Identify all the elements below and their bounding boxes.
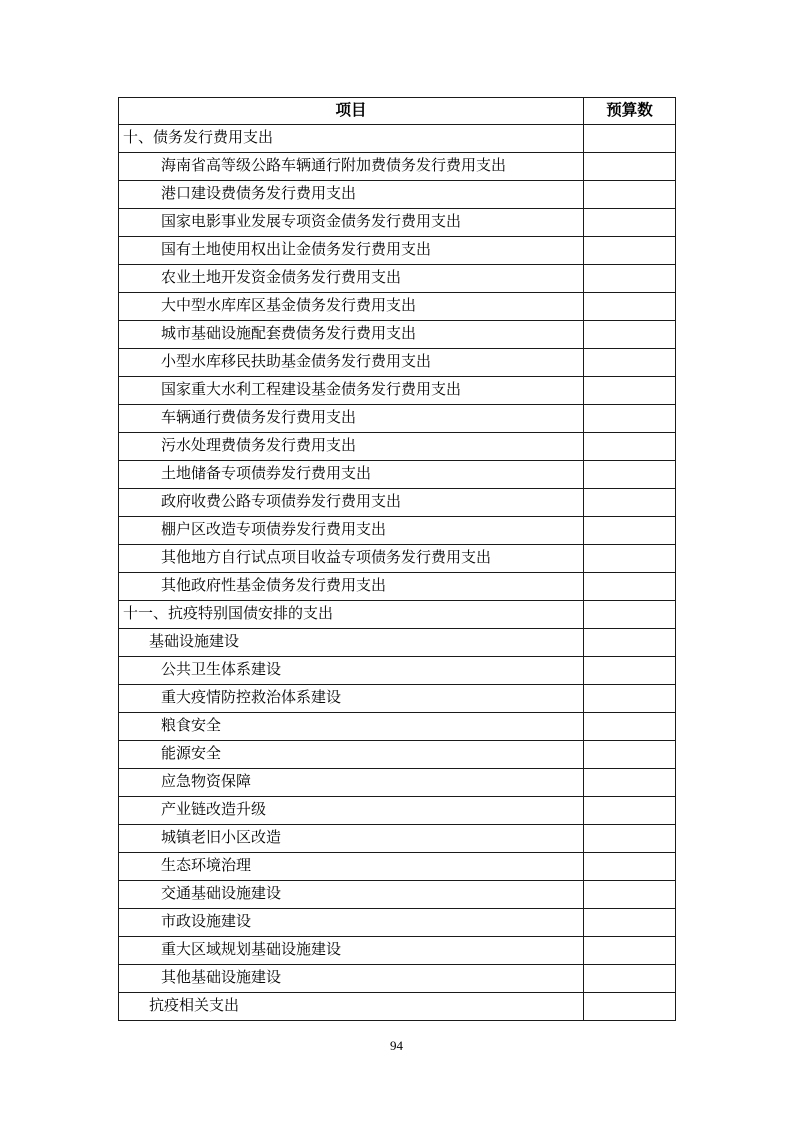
budget-cell [584,293,676,321]
budget-cell [584,909,676,937]
budget-cell [584,573,676,601]
item-cell: 粮食安全 [119,713,584,741]
table-row [119,965,676,993]
table-row [119,629,676,657]
item-cell: 海南省高等级公路车辆通行附加费债务发行费用支出 [119,153,584,181]
item-cell: 十、债务发行费用支出 [119,125,584,153]
item-cell: 生态环境治理 [119,853,584,881]
item-cell: 其他地方自行试点项目收益专项债务发行费用支出 [119,545,584,573]
item-cell: 国有土地使用权出让金债务发行费用支出 [119,237,584,265]
item-cell: 小型水库移民扶助基金债务发行费用支出 [119,349,584,377]
budget-cell [584,517,676,545]
budget-cell [584,265,676,293]
table-row [119,433,676,461]
item-cell: 港口建设费债务发行费用支出 [119,181,584,209]
item-cell: 能源安全 [119,741,584,769]
item-cell: 重大疫情防控救治体系建设 [119,685,584,713]
table-row [119,909,676,937]
table-row [119,349,676,377]
table-row [119,881,676,909]
table-row [119,545,676,573]
table-header-row [119,98,676,125]
budget-cell [584,377,676,405]
column-header-budget: 预算数 [584,98,676,125]
table-row [119,321,676,349]
budget-cell [584,433,676,461]
item-cell: 城市基础设施配套费债务发行费用支出 [119,321,584,349]
table-row [119,517,676,545]
table-row [119,657,676,685]
budget-cell [584,545,676,573]
budget-cell [584,825,676,853]
table-row [119,769,676,797]
item-cell: 车辆通行费债务发行费用支出 [119,405,584,433]
budget-cell [584,461,676,489]
budget-cell [584,657,676,685]
table-row [119,825,676,853]
table-row [119,489,676,517]
page-number: 94 [390,1038,403,1053]
budget-cell [584,489,676,517]
table-row [119,741,676,769]
budget-table [118,97,676,1021]
item-cell: 其他政府性基金债务发行费用支出 [119,573,584,601]
table-row [119,153,676,181]
table-row [119,405,676,433]
table-row [119,685,676,713]
budget-cell [584,741,676,769]
item-cell: 棚户区改造专项债券发行费用支出 [119,517,584,545]
table-row [119,853,676,881]
budget-cell [584,601,676,629]
table-row [119,181,676,209]
budget-cell [584,209,676,237]
table-row [119,601,676,629]
budget-cell [584,125,676,153]
table-row [119,797,676,825]
table-row [119,237,676,265]
budget-cell [584,797,676,825]
item-cell: 交通基础设施建设 [119,881,584,909]
budget-cell [584,937,676,965]
budget-cell [584,237,676,265]
item-cell: 市政设施建设 [119,909,584,937]
table-row [119,293,676,321]
budget-cell [584,153,676,181]
table-row [119,265,676,293]
budget-cell [584,993,676,1021]
table-row [119,937,676,965]
item-cell: 公共卫生体系建设 [119,657,584,685]
budget-cell [584,349,676,377]
budget-cell [584,321,676,349]
table-row [119,377,676,405]
budget-cell [584,405,676,433]
item-cell: 基础设施建设 [119,629,584,657]
item-cell: 大中型水库库区基金债务发行费用支出 [119,293,584,321]
budget-cell [584,769,676,797]
item-cell: 十一、抗疫特别国债安排的支出 [119,601,584,629]
table-row [119,993,676,1021]
table-row [119,573,676,601]
budget-cell [584,881,676,909]
item-cell: 国家重大水利工程建设基金债务发行费用支出 [119,377,584,405]
item-cell: 农业土地开发资金债务发行费用支出 [119,265,584,293]
table-body [119,125,676,1021]
budget-cell [584,853,676,881]
item-cell: 污水处理费债务发行费用支出 [119,433,584,461]
item-cell: 国家电影事业发展专项资金债务发行费用支出 [119,209,584,237]
item-cell: 重大区域规划基础设施建设 [119,937,584,965]
budget-cell [584,965,676,993]
column-header-item: 项目 [119,98,584,125]
table-row [119,209,676,237]
item-cell: 城镇老旧小区改造 [119,825,584,853]
item-cell: 土地储备专项债券发行费用支出 [119,461,584,489]
table-row [119,713,676,741]
item-cell: 应急物资保障 [119,769,584,797]
budget-cell [584,629,676,657]
budget-cell [584,181,676,209]
table-row [119,125,676,153]
item-cell: 产业链改造升级 [119,797,584,825]
item-cell: 政府收费公路专项债券发行费用支出 [119,489,584,517]
item-cell: 抗疫相关支出 [119,993,584,1021]
table-row [119,461,676,489]
item-cell: 其他基础设施建设 [119,965,584,993]
budget-cell [584,713,676,741]
budget-cell [584,685,676,713]
